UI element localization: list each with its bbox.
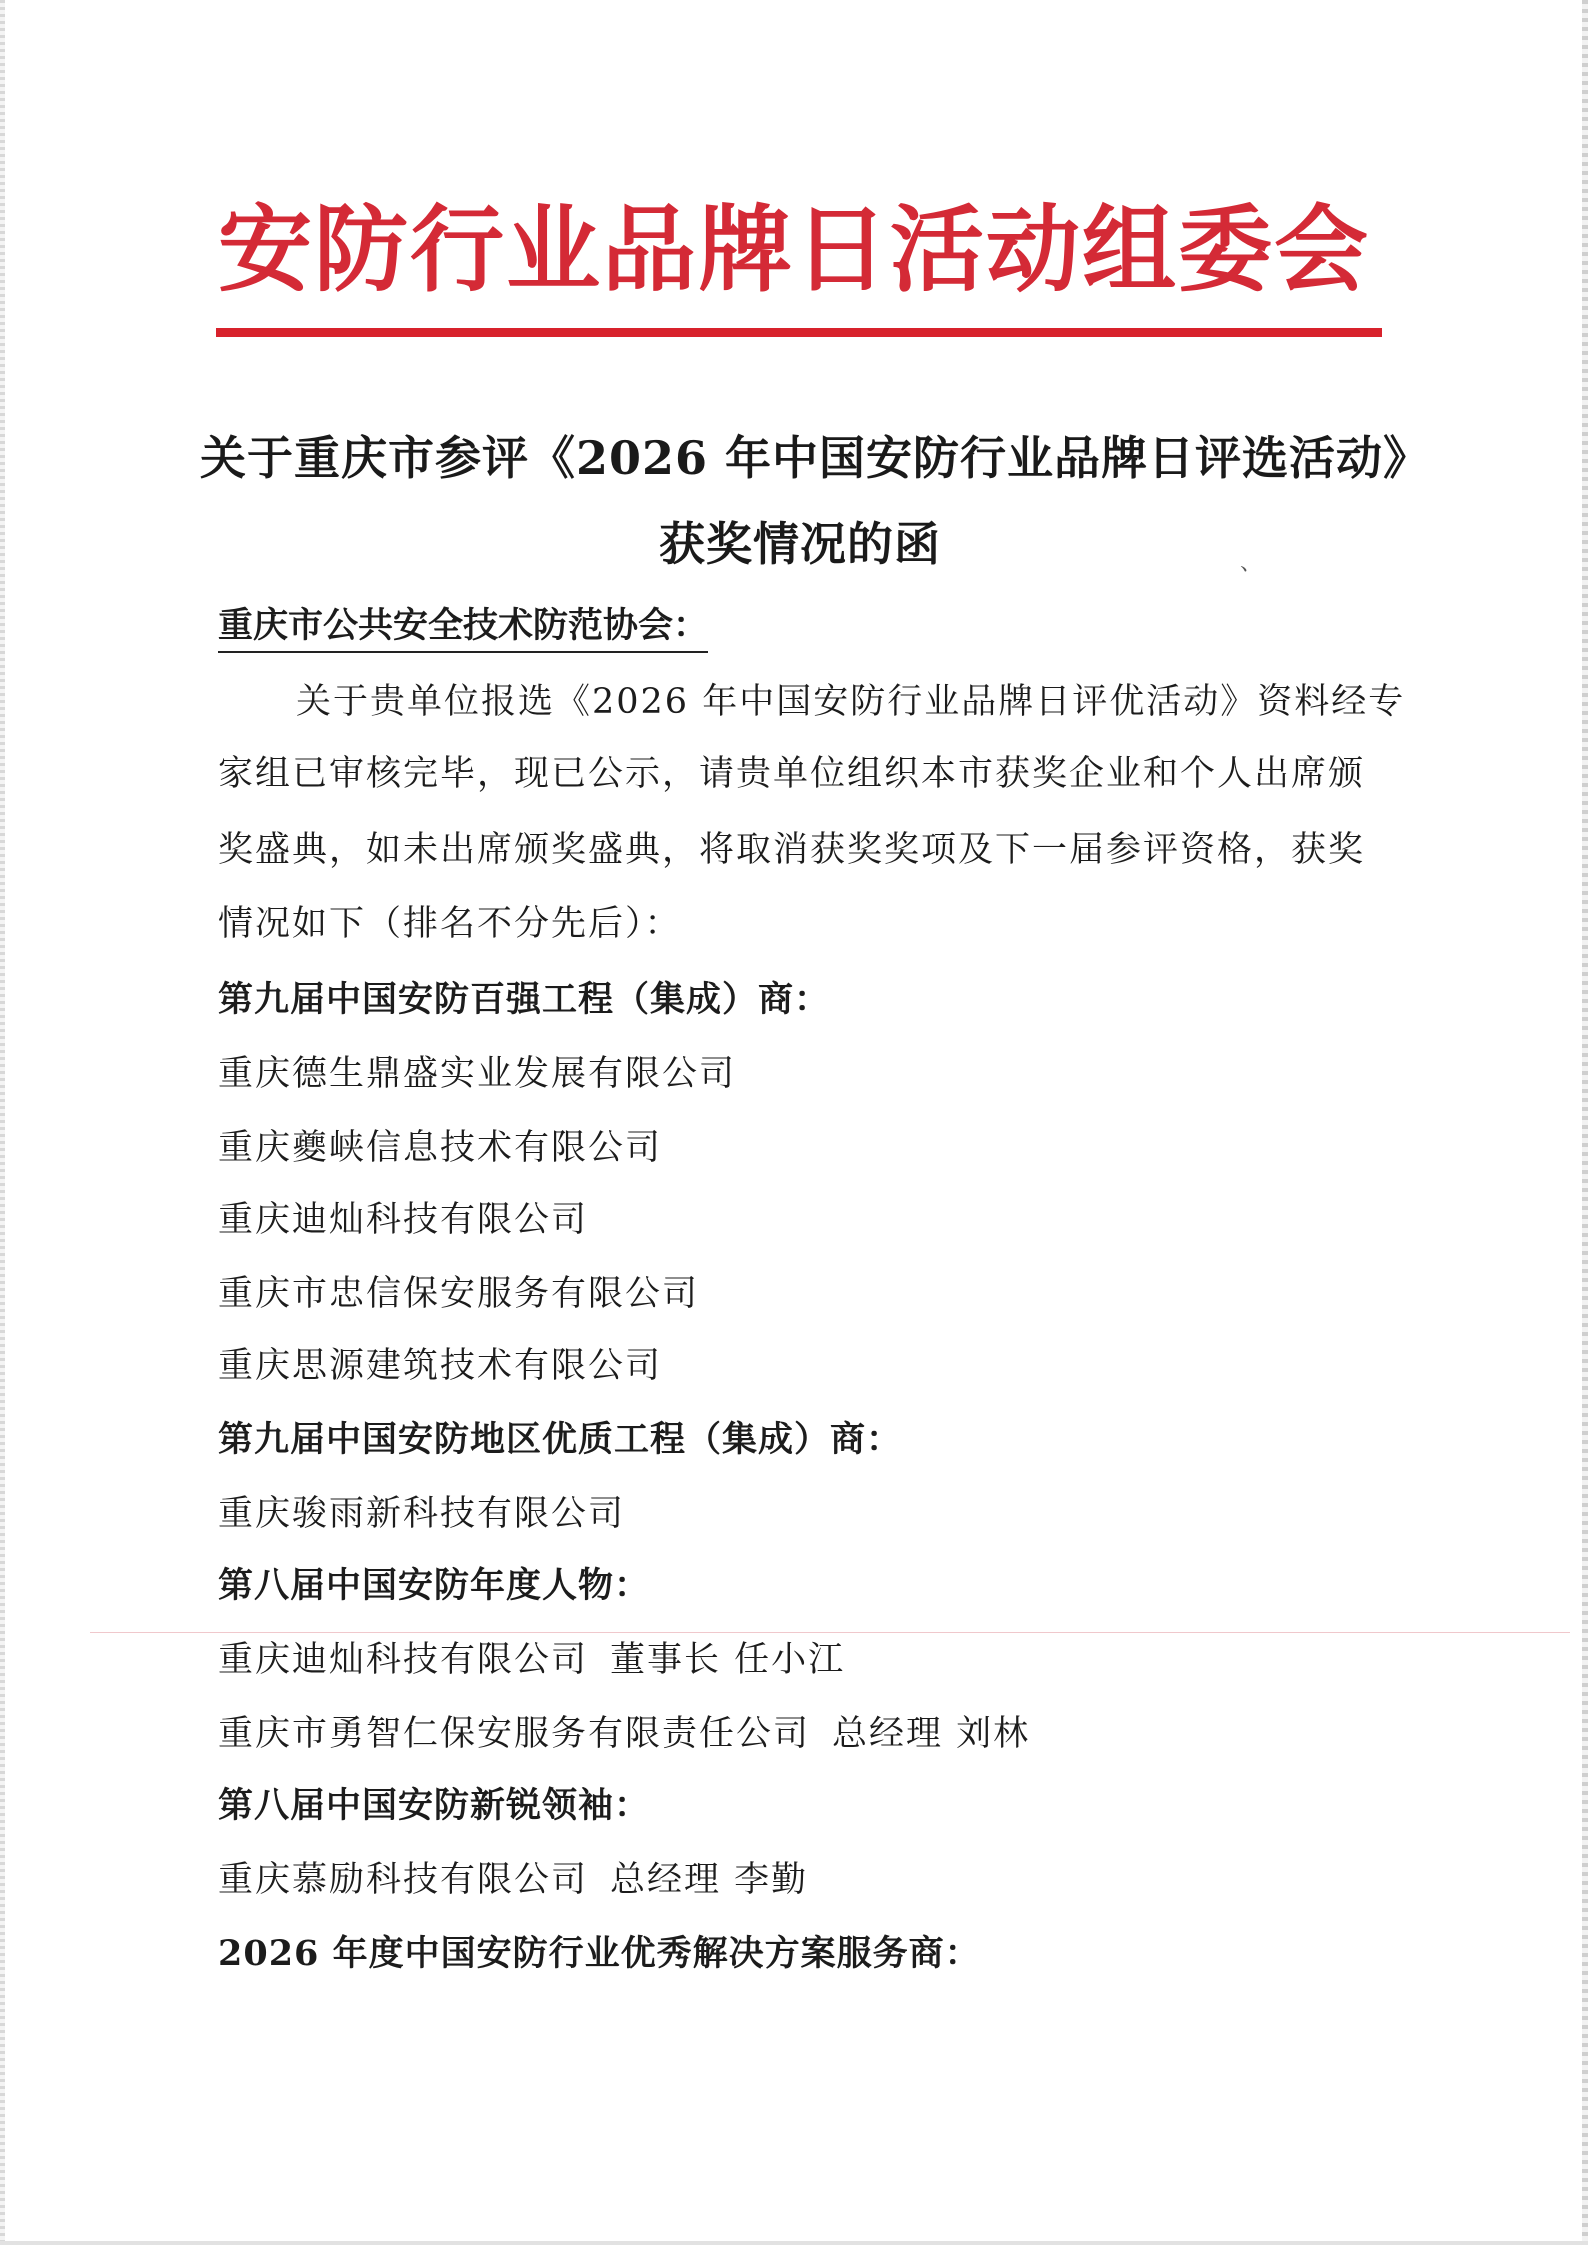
letterhead-org-name: 安防行业品牌日活动组委会 xyxy=(218,196,1371,305)
section-heading: 第八届中国安防年度人物： xyxy=(218,1565,651,1606)
entry-company: 重庆迪灿科技有限公司 xyxy=(218,1640,589,1680)
entry-title-and-name: 董事长 任小江 xyxy=(610,1640,846,1680)
scan-edge-bottom xyxy=(0,2241,1588,2245)
award-entry xyxy=(218,1856,808,1904)
salutation: 重庆市公共安全技术防范协会： xyxy=(218,602,708,653)
letterhead-red-rule xyxy=(216,328,1382,337)
section-heading: 第八届中国安防新锐领袖： xyxy=(218,1785,651,1826)
entry-company: 重庆市勇智仁保安服务有限责任公司 xyxy=(218,1714,811,1754)
entry-title-and-name: 总经理 李勤 xyxy=(610,1860,809,1900)
scan-edge-right xyxy=(1582,0,1588,2245)
entry-company: 重庆德生鼎盛实业发展有限公司 xyxy=(218,1054,737,1094)
scan-faint-line xyxy=(90,1632,1570,1633)
award-entry xyxy=(218,1270,699,1318)
entry-company: 重庆夔峡信息技术有限公司 xyxy=(218,1128,663,1168)
body-paragraph-line: 情况如下（排名不分先后）： xyxy=(218,904,682,944)
award-entry xyxy=(218,1636,845,1684)
section-heading: 第九届中国安防百强工程（集成）商： xyxy=(218,979,831,1020)
award-entry xyxy=(218,1050,736,1098)
entry-company: 重庆慕励科技有限公司 xyxy=(218,1860,589,1900)
stray-scan-mark: 、 xyxy=(1240,551,1263,576)
scan-edge-left xyxy=(0,0,5,2245)
entry-title-and-name: 总经理 刘林 xyxy=(832,1714,1031,1754)
section-heading: 2026 年度中国安防行业优秀解决方案服务商： xyxy=(218,1933,981,1974)
document-title-line-1: 关于重庆市参评《2026 年中国安防行业品牌日评选活动》 xyxy=(200,431,1431,485)
entry-company: 重庆骏雨新科技有限公司 xyxy=(218,1494,626,1534)
award-entry xyxy=(218,1490,625,1538)
award-entry xyxy=(218,1196,588,1244)
entry-company: 重庆思源建筑技术有限公司 xyxy=(218,1346,663,1386)
award-entry xyxy=(218,1124,662,1172)
body-paragraph-line: 奖盛典，如未出席颁奖盛典，将取消获奖奖项及下一届参评资格，获奖 xyxy=(218,830,1366,870)
award-entry xyxy=(218,1710,1030,1758)
section-heading: 第九届中国安防地区优质工程（集成）商： xyxy=(218,1419,903,1460)
body-paragraph-line: 家组已审核完毕，现已公示，请贵单位组织本市获奖企业和个人出席颁 xyxy=(218,754,1366,794)
award-entry xyxy=(218,1342,662,1390)
body-paragraph-line: 关于贵单位报选《2026 年中国安防行业品牌日评优活动》资料经专 xyxy=(296,682,1406,722)
entry-company: 重庆市忠信保安服务有限公司 xyxy=(218,1274,700,1314)
document-title-line-2: 获奖情况的函 xyxy=(659,517,941,571)
entry-company: 重庆迪灿科技有限公司 xyxy=(218,1200,589,1240)
